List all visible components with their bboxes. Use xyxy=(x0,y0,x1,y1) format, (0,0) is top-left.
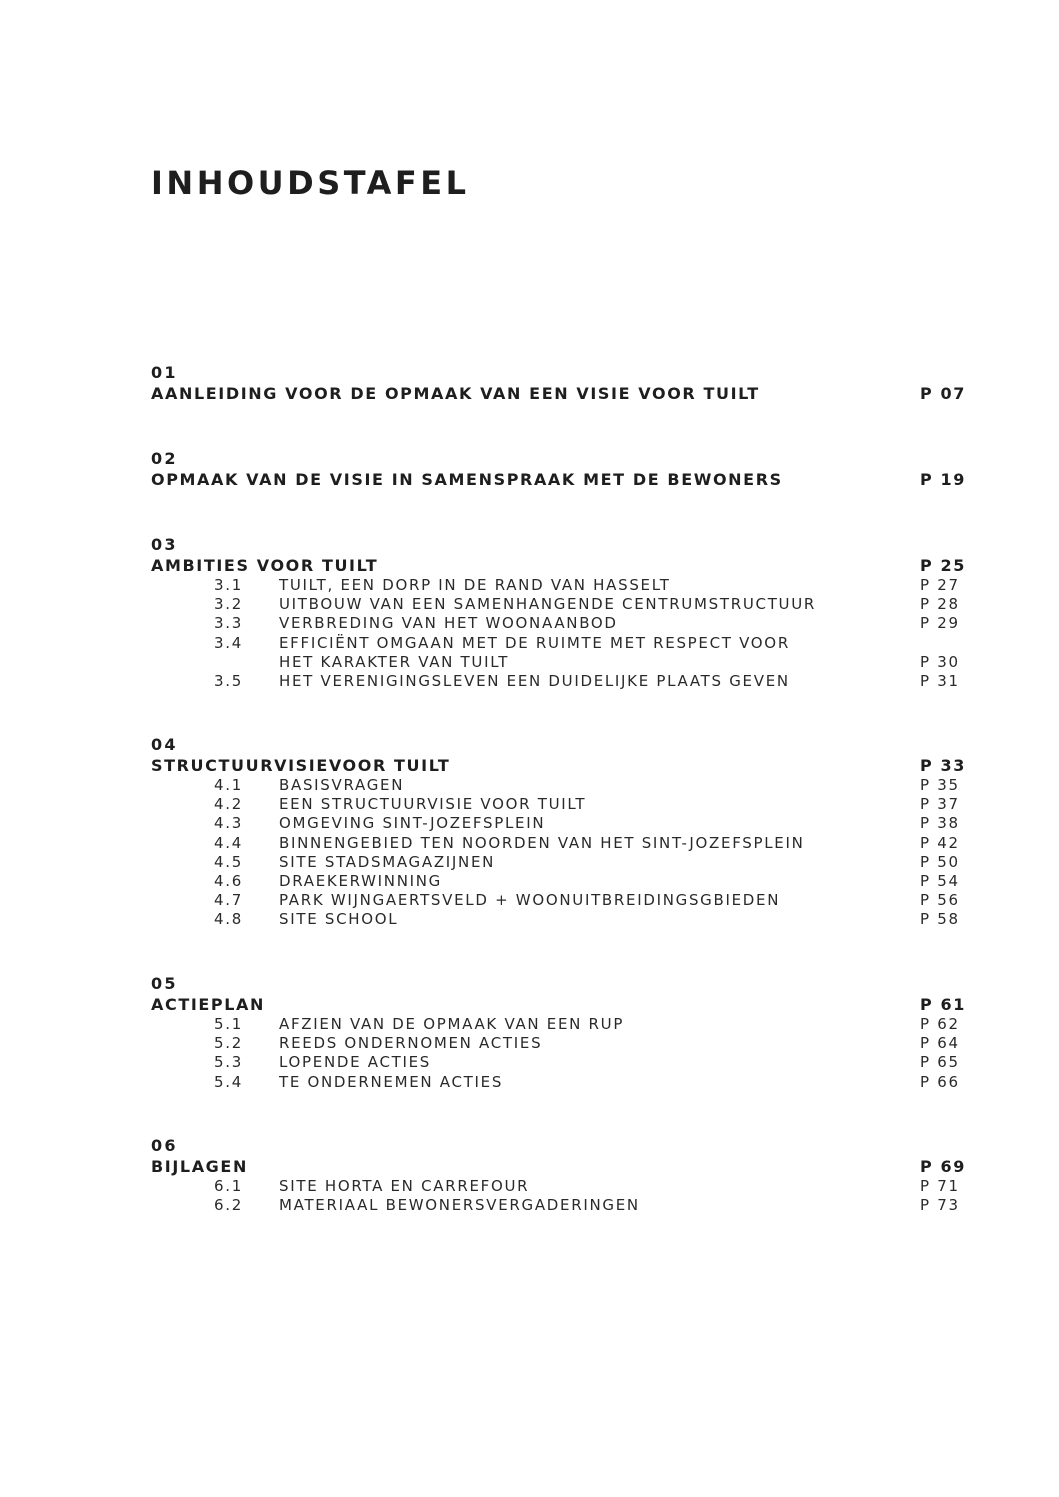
subentry-page-number: P 62 xyxy=(920,1015,960,1033)
subentry-number: 4.4 xyxy=(214,833,243,852)
subentry-title: VERBREDING VAN HET WOONAANBOD xyxy=(279,614,618,633)
subentry-title: LOPENDE ACTIES xyxy=(279,1053,432,1072)
toc-subentry xyxy=(151,672,971,691)
section-heading: OPMAAK VAN DE VISIE IN SAMENSPRAAK MET DE BEWONERS xyxy=(151,470,783,489)
subentry-title: EEN STRUCTUURVISIE VOOR TUILT xyxy=(279,795,587,814)
subentry-title: BASISVRAGEN xyxy=(279,776,405,794)
toc-section xyxy=(151,535,971,691)
subentry-number: 4.3 xyxy=(214,814,243,833)
toc-section xyxy=(151,363,971,404)
section-page-number: P 33 xyxy=(920,756,966,775)
subentry-title: REEDS ONDERNOMEN ACTIES xyxy=(279,1034,543,1053)
toc-subentry xyxy=(151,576,971,595)
section-page-number: P 69 xyxy=(920,1157,966,1176)
subentry-page-number: P 29 xyxy=(920,614,960,633)
subentry-page-number: P 71 xyxy=(920,1177,960,1195)
toc-subentry xyxy=(151,891,971,910)
section-heading-row xyxy=(151,383,971,404)
subentry-page-number: P 54 xyxy=(920,871,960,890)
subentry-title: OMGEVING SINT-JOZEFSPLEIN xyxy=(279,814,546,833)
subentry-title: DRAEKERWINNING xyxy=(279,871,442,890)
subentry-page-number: P 28 xyxy=(920,595,960,614)
section-number: 06 xyxy=(151,1136,178,1155)
section-heading-row xyxy=(151,469,971,490)
toc-subentry xyxy=(151,834,971,853)
subentry-number: 5.2 xyxy=(214,1034,243,1053)
subentry-title: AFZIEN VAN DE OPMAAK VAN EEN RUP xyxy=(279,1015,625,1033)
toc-section xyxy=(151,735,971,930)
subentry-title: SITE SCHOOL xyxy=(279,910,399,929)
subentry-page-number: P 65 xyxy=(920,1053,960,1072)
toc-subentry xyxy=(151,872,971,891)
section-page-number: P 61 xyxy=(920,995,966,1014)
subentry-title: UITBOUW VAN EEN SAMENHANGENDE CENTRUMSTRUCTUUR xyxy=(279,595,817,614)
subentry-number: 5.3 xyxy=(214,1053,243,1072)
toc-subentry xyxy=(151,1053,971,1072)
section-page-number: P 25 xyxy=(920,556,966,575)
section-number: 01 xyxy=(151,363,178,382)
subentry-number: 3.5 xyxy=(214,671,243,690)
subentry-number: 5.1 xyxy=(214,1015,243,1033)
subentry-number: 3.2 xyxy=(214,595,243,614)
subentry-page-number: P 50 xyxy=(920,852,960,871)
section-heading: AANLEIDING VOOR DE OPMAAK VAN EEN VISIE VOOR TUILT xyxy=(151,384,760,403)
subentry-number: 4.6 xyxy=(214,871,243,890)
subentry-page-number: P 42 xyxy=(920,833,960,852)
section-number: 03 xyxy=(151,535,178,554)
toc-subentry xyxy=(151,814,971,833)
subentry-title: MATERIAAL BEWONERSVERGADERINGEN xyxy=(279,1196,640,1215)
toc-subentry xyxy=(151,910,971,929)
section-heading-row xyxy=(151,555,971,576)
subentry-title: PARK WIJNGAERTSVELD + WOONUITBREIDINGSGBIEDEN xyxy=(279,891,781,910)
section-page-number: P 19 xyxy=(920,470,966,489)
subentry-title: SITE HORTA EN CARREFOUR xyxy=(279,1177,530,1195)
subentry-page-number: P 38 xyxy=(920,814,960,833)
toc-subentry xyxy=(151,1034,971,1053)
subentry-title: HET VERENIGINGSLEVEN EEN DUIDELIJKE PLAATS GEVEN xyxy=(279,671,790,690)
subentry-page-number: P 66 xyxy=(920,1072,960,1091)
toc-section xyxy=(151,449,971,490)
section-heading-row xyxy=(151,755,971,776)
toc-subentry xyxy=(151,614,971,633)
subentry-title: SITE STADSMAGAZIJNEN xyxy=(279,852,496,871)
toc-subentry xyxy=(151,795,971,814)
page-title: INHOUDSTAFEL xyxy=(151,164,470,202)
subentry-page-number: P 35 xyxy=(920,776,960,794)
subentry-number: 4.7 xyxy=(214,891,243,910)
subentry-page-number: P 31 xyxy=(920,671,960,690)
toc-subentry xyxy=(151,595,971,614)
toc-subentry xyxy=(151,853,971,872)
toc-subentry xyxy=(151,634,971,653)
subentry-title: BINNENGEBIED TEN NOORDEN VAN HET SINT-JOZEFSPLEIN xyxy=(279,833,805,852)
section-page-number: P 07 xyxy=(920,384,966,403)
toc-subentry xyxy=(151,1196,971,1215)
toc-subentry xyxy=(151,653,971,672)
section-heading: ACTIEPLAN xyxy=(151,995,266,1014)
subentry-page-number: P 64 xyxy=(920,1034,960,1053)
section-number: 02 xyxy=(151,449,178,468)
subentry-number: 4.8 xyxy=(214,910,243,929)
subentry-number: 4.2 xyxy=(214,795,243,814)
subentry-page-number: P 27 xyxy=(920,576,960,594)
subentry-title: TE ONDERNEMEN ACTIES xyxy=(279,1072,504,1091)
subentry-title: EFFICIËNT OMGAAN MET DE RUIMTE MET RESPECT VOOR xyxy=(279,633,790,652)
subentry-number: 6.2 xyxy=(214,1196,243,1215)
section-heading-row xyxy=(151,994,971,1015)
subentry-number: 6.1 xyxy=(214,1177,243,1195)
toc-subentry xyxy=(151,1177,971,1196)
section-number: 05 xyxy=(151,974,178,993)
subentry-number: 3.4 xyxy=(214,633,243,652)
toc-section xyxy=(151,974,971,1092)
toc-section xyxy=(151,1136,971,1215)
subentry-number: 3.1 xyxy=(214,576,243,594)
toc-subentry xyxy=(151,776,971,795)
section-heading: BIJLAGEN xyxy=(151,1157,248,1176)
section-heading: STRUCTUURVISIEVOOR TUILT xyxy=(151,756,451,775)
subentry-page-number: P 30 xyxy=(920,652,960,671)
section-number: 04 xyxy=(151,735,178,754)
section-heading-row xyxy=(151,1156,971,1177)
toc-subentry xyxy=(151,1073,971,1092)
subentry-page-number: P 56 xyxy=(920,891,960,910)
subentry-page-number: P 73 xyxy=(920,1196,960,1215)
subentry-number: 3.3 xyxy=(214,614,243,633)
subentry-number: 4.1 xyxy=(214,776,243,794)
subentry-number: 4.5 xyxy=(214,852,243,871)
subentry-title: HET KARAKTER VAN TUILT xyxy=(279,652,510,671)
section-heading: AMBITIES VOOR TUILT xyxy=(151,556,379,575)
subentry-page-number: P 58 xyxy=(920,910,960,929)
toc-subentry xyxy=(151,1015,971,1034)
subentry-page-number: P 37 xyxy=(920,795,960,814)
subentry-number: 5.4 xyxy=(214,1072,243,1091)
subentry-title: TUILT, EEN DORP IN DE RAND VAN HASSELT xyxy=(279,576,671,594)
